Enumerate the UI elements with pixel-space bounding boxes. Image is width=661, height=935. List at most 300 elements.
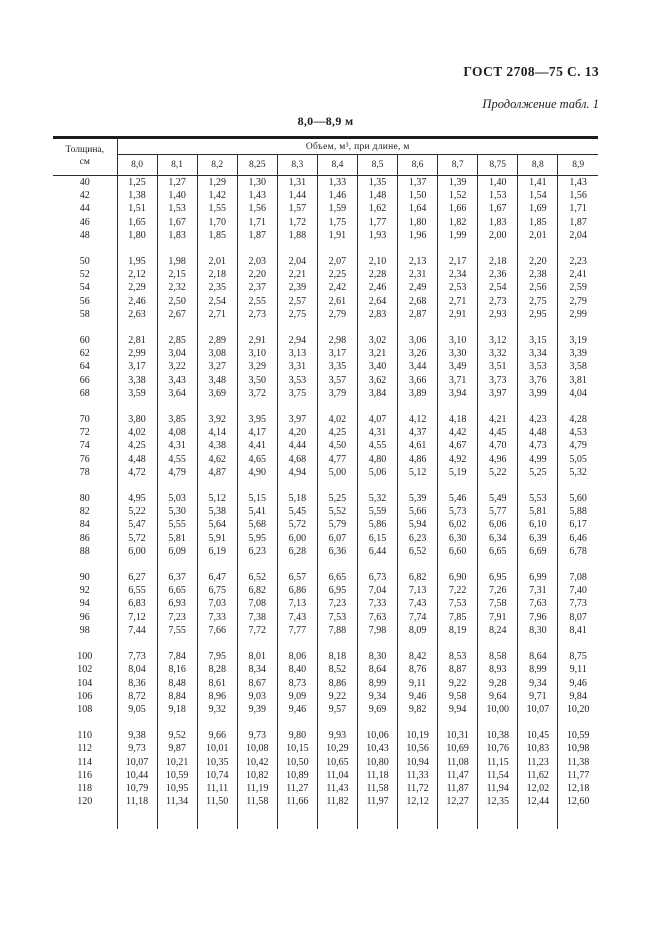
volume-cell: 3,27 [197, 360, 237, 373]
table-row [53, 492, 598, 505]
volume-cell: 3,10 [438, 334, 478, 347]
volume-cell: 5,91 [197, 532, 237, 545]
volume-cell: 5,22 [478, 466, 518, 479]
volume-cell: 12,44 [518, 795, 558, 808]
volume-cell: 11,27 [277, 782, 317, 795]
volume-cell: 7,53 [317, 611, 357, 624]
volume-cell: 4,20 [277, 426, 317, 439]
thickness-cell: 108 [77, 703, 93, 715]
volume-cell: 3,76 [518, 374, 558, 387]
table-row [53, 413, 598, 426]
spacer-cell [518, 637, 558, 650]
volume-cell: 2,75 [277, 308, 317, 321]
volume-cell: 2,93 [478, 308, 518, 321]
volume-cell: 5,53 [518, 492, 558, 505]
volume-cell: 4,53 [558, 426, 598, 439]
volume-cell: 4,23 [518, 413, 558, 426]
volume-cell: 2,79 [317, 308, 357, 321]
volume-cell: 2,67 [157, 308, 197, 321]
spacer-cell [518, 808, 558, 829]
thickness-cell: 90 [79, 572, 90, 584]
table-row [53, 229, 598, 242]
volume-cell: 7,55 [157, 624, 197, 637]
volume-cell: 6,86 [277, 584, 317, 597]
volume-cell: 2,56 [518, 281, 558, 294]
volume-cell: 5,22 [117, 505, 157, 518]
length-header-cell: 8,5 [357, 155, 397, 176]
spacer-cell [317, 558, 357, 571]
volume-cell: 9,84 [558, 690, 598, 703]
volume-cell: 7,33 [357, 597, 397, 610]
volume-cell: 5,86 [357, 518, 397, 531]
volume-cell: 1,99 [438, 229, 478, 242]
volume-cell: 9,22 [438, 677, 478, 690]
volume-cell: 4,14 [197, 426, 237, 439]
volume-cell: 8,04 [117, 663, 157, 676]
spacer-cell [197, 808, 237, 829]
volume-cell: 3,49 [438, 360, 478, 373]
volume-cell: 1,65 [117, 216, 157, 229]
volume-cell: 2,25 [317, 268, 357, 281]
group-gap-row [53, 400, 598, 413]
volume-cell: 1,44 [277, 189, 317, 202]
spacer-cell [237, 479, 277, 492]
volume-cell: 10,00 [478, 703, 518, 716]
volume-cell: 3,19 [558, 334, 598, 347]
length-header-cell: 8,3 [277, 155, 317, 176]
volume-cell: 10,83 [518, 742, 558, 755]
volume-cell: 9,46 [398, 690, 438, 703]
volume-cell: 1,77 [357, 216, 397, 229]
volume-cell: 1,40 [478, 176, 518, 190]
volume-cell: 3,39 [558, 347, 598, 360]
spacer-cell [478, 321, 518, 334]
thickness-header-line2: см [79, 157, 90, 167]
volume-cell: 5,73 [438, 505, 478, 518]
thickness-cell: 92 [79, 585, 90, 597]
spacer-cell [237, 716, 277, 729]
spacer-cell [438, 321, 478, 334]
volume-cell: 2,39 [277, 281, 317, 294]
volume-cell: 4,95 [117, 492, 157, 505]
spacer-cell [197, 242, 237, 255]
volume-cell: 6,52 [398, 545, 438, 558]
volume-cell: 11,23 [518, 756, 558, 769]
volume-cell: 7,84 [157, 650, 197, 663]
volume-cell: 1,62 [357, 202, 397, 215]
volume-cell: 10,15 [277, 742, 317, 755]
volume-cell: 12,27 [438, 795, 478, 808]
volume-cell: 6,65 [317, 571, 357, 584]
spacer-cell [197, 558, 237, 571]
volume-cell: 10,06 [357, 729, 397, 742]
volume-cell: 10,56 [398, 742, 438, 755]
volume-cell: 9,71 [518, 690, 558, 703]
volume-cell: 1,85 [518, 216, 558, 229]
table-row [53, 347, 598, 360]
thickness-cell: 40 [79, 177, 90, 188]
volume-cell: 10,44 [117, 769, 157, 782]
volume-cell: 6,09 [157, 545, 197, 558]
spacer-cell [117, 808, 157, 829]
volume-cell: 6,82 [398, 571, 438, 584]
spacer-cell [357, 321, 397, 334]
volume-cell: 1,98 [157, 255, 197, 268]
volume-cell: 8,87 [438, 663, 478, 676]
length-header-cell: 8,7 [438, 155, 478, 176]
volume-cell: 5,19 [438, 466, 478, 479]
volume-cell: 3,80 [117, 413, 157, 426]
volume-cell: 4,45 [478, 426, 518, 439]
volume-cell: 1,29 [197, 176, 237, 190]
volume-cell: 8,16 [157, 663, 197, 676]
thickness-cell: 58 [79, 308, 90, 320]
volume-cell: 2,37 [237, 281, 277, 294]
volume-cell: 8,99 [357, 677, 397, 690]
volume-cell: 2,01 [518, 229, 558, 242]
table-continuation-note: Продолжение табл. 1 [482, 97, 599, 111]
volume-cell: 6,90 [438, 571, 478, 584]
spacer-cell [558, 637, 598, 650]
spacer-cell [237, 808, 277, 829]
volume-cell: 2,20 [237, 268, 277, 281]
spacer-cell [117, 242, 157, 255]
spacer-cell [357, 558, 397, 571]
spacer-cell [398, 716, 438, 729]
thickness-header-line1: Толщина, [65, 145, 105, 156]
volume-cell: 6,00 [117, 545, 157, 558]
thickness-cell: 50 [79, 256, 90, 268]
volume-cell: 7,13 [398, 584, 438, 597]
table-row [53, 176, 598, 190]
thickness-cell: 68 [79, 387, 90, 399]
spacer-cell [117, 479, 157, 492]
gost-standard-header: ГОСТ 2708—75 С. 13 [463, 64, 599, 79]
volume-cell: 12,12 [398, 795, 438, 808]
volume-cell: 8,99 [518, 663, 558, 676]
volume-cell: 1,52 [438, 189, 478, 202]
table-row [53, 360, 598, 373]
volume-cell: 5,68 [237, 518, 277, 531]
volume-cell: 9,46 [277, 703, 317, 716]
volume-cell: 10,07 [117, 756, 157, 769]
volume-cell: 9,34 [357, 690, 397, 703]
table-body [53, 176, 598, 830]
volume-cell: 10,43 [357, 742, 397, 755]
volume-cell: 2,50 [157, 295, 197, 308]
volume-span-header: Объем, м³, при длине, м [117, 138, 598, 155]
volume-cell: 4,80 [357, 453, 397, 466]
volume-cell: 6,30 [438, 532, 478, 545]
volume-cell: 2,63 [117, 308, 157, 321]
volume-cell: 7,33 [197, 611, 237, 624]
spacer-cell [117, 321, 157, 334]
volume-cell: 9,05 [117, 703, 157, 716]
volume-cell: 10,35 [197, 756, 237, 769]
volume-cell: 8,61 [197, 677, 237, 690]
volume-cell: 12,18 [558, 782, 598, 795]
volume-cell: 4,02 [317, 413, 357, 426]
spacer-cell [478, 400, 518, 413]
table-row [53, 466, 598, 479]
volume-cell: 8,86 [317, 677, 357, 690]
volume-cell: 1,37 [398, 176, 438, 190]
spacer-cell [558, 716, 598, 729]
group-gap-row [53, 321, 598, 334]
table-row [53, 742, 598, 755]
volume-cell: 10,98 [558, 742, 598, 755]
volume-cell: 8,41 [558, 624, 598, 637]
spacer-cell [117, 716, 157, 729]
volume-cell: 4,25 [117, 439, 157, 452]
volume-cell: 5,60 [558, 492, 598, 505]
header-row-span [53, 138, 598, 155]
volume-cell: 2,61 [317, 295, 357, 308]
volume-cell: 2,04 [277, 255, 317, 268]
volume-cell: 7,66 [197, 624, 237, 637]
volume-cell: 3,15 [518, 334, 558, 347]
thickness-cell: 60 [79, 335, 90, 347]
volume-cell: 2,71 [197, 308, 237, 321]
volume-cell: 7,44 [117, 624, 157, 637]
volume-cell: 2,31 [398, 268, 438, 281]
volume-cell: 7,31 [518, 584, 558, 597]
volume-cell: 9,93 [317, 729, 357, 742]
volume-cell: 1,57 [277, 202, 317, 215]
table-row [53, 782, 598, 795]
thickness-cell: 96 [79, 611, 90, 623]
volume-cell: 6,78 [558, 545, 598, 558]
thickness-cell: 62 [79, 348, 90, 360]
volume-cell: 4,18 [438, 413, 478, 426]
volume-cell: 3,59 [117, 387, 157, 400]
volume-cell: 11,94 [478, 782, 518, 795]
volume-cell: 1,56 [237, 202, 277, 215]
volume-cell: 3,53 [277, 374, 317, 387]
thickness-cell: 56 [79, 295, 90, 307]
volume-cell: 8,19 [438, 624, 478, 637]
volume-cell: 2,03 [237, 255, 277, 268]
volume-cell: 3,02 [357, 334, 397, 347]
volume-cell: 1,82 [438, 216, 478, 229]
volume-cell: 1,41 [518, 176, 558, 190]
thickness-cell: 74 [79, 440, 90, 452]
thickness-cell: 52 [79, 269, 90, 281]
spacer-cell [157, 242, 197, 255]
volume-cell: 4,96 [478, 453, 518, 466]
spacer-cell [277, 479, 317, 492]
spacer-cell [117, 637, 157, 650]
volume-cell: 1,72 [277, 216, 317, 229]
volume-cell: 2,73 [478, 295, 518, 308]
volume-cell: 2,42 [317, 281, 357, 294]
volume-cell: 11,47 [438, 769, 478, 782]
volume-cell: 7,91 [478, 611, 518, 624]
volume-cell: 8,07 [558, 611, 598, 624]
volume-cell: 10,94 [398, 756, 438, 769]
volume-cell: 5,15 [237, 492, 277, 505]
table-row [53, 597, 598, 610]
volume-cell: 2,49 [398, 281, 438, 294]
volume-cell: 1,64 [398, 202, 438, 215]
spacer-cell [558, 400, 598, 413]
volume-cell: 5,32 [558, 466, 598, 479]
volume-cell: 9,82 [398, 703, 438, 716]
volume-cell: 4,31 [157, 439, 197, 452]
table-row [53, 650, 598, 663]
spacer-cell [237, 321, 277, 334]
volume-cell: 5,77 [478, 505, 518, 518]
volume-cell: 9,69 [357, 703, 397, 716]
table-row [53, 202, 598, 215]
volume-cell: 2,68 [398, 295, 438, 308]
volume-cell: 3,21 [357, 347, 397, 360]
volume-cell: 3,97 [277, 413, 317, 426]
spacer-cell [53, 321, 117, 334]
volume-cell: 4,90 [237, 466, 277, 479]
table-row [53, 624, 598, 637]
length-header-cell: 8,9 [558, 155, 598, 176]
table-row [53, 690, 598, 703]
volume-cell: 9,64 [478, 690, 518, 703]
volume-cell: 5,03 [157, 492, 197, 505]
thickness-cell: 102 [77, 664, 93, 676]
spacer-cell [357, 808, 397, 829]
spacer-cell [438, 400, 478, 413]
thickness-cell: 112 [77, 743, 93, 755]
spacer-cell [558, 321, 598, 334]
volume-cell: 3,85 [157, 413, 197, 426]
volume-cell: 6,02 [438, 518, 478, 531]
volume-cell: 5,38 [197, 505, 237, 518]
volume-cell: 10,80 [357, 756, 397, 769]
spacer-cell [317, 400, 357, 413]
volume-cell: 3,17 [317, 347, 357, 360]
spacer-cell [478, 558, 518, 571]
volume-cell: 6,55 [117, 584, 157, 597]
volume-cell: 2,12 [117, 268, 157, 281]
table-row [53, 677, 598, 690]
volume-cell: 9,38 [117, 729, 157, 742]
volume-cell: 4,55 [357, 439, 397, 452]
length-range-caption: 8,0—8,9 м [297, 114, 354, 128]
spacer-cell [197, 716, 237, 729]
volume-cell: 4,70 [478, 439, 518, 452]
volume-cell: 11,58 [237, 795, 277, 808]
volume-cell: 8,93 [478, 663, 518, 676]
volume-cell: 6,23 [398, 532, 438, 545]
volume-cell: 6,07 [317, 532, 357, 545]
volume-cell: 10,08 [237, 742, 277, 755]
volume-cell: 2,32 [157, 281, 197, 294]
volume-cell: 7,73 [117, 650, 157, 663]
volume-cell: 12,60 [558, 795, 598, 808]
spacer-cell [398, 479, 438, 492]
volume-cell: 11,66 [277, 795, 317, 808]
volume-cell: 4,04 [558, 387, 598, 400]
volume-cell: 5,47 [117, 518, 157, 531]
table-row [53, 571, 598, 584]
spacer-cell [53, 400, 117, 413]
volume-cell: 9,46 [558, 677, 598, 690]
volume-cell: 8,76 [398, 663, 438, 676]
volume-cell: 9,28 [478, 677, 518, 690]
spacer-cell [357, 637, 397, 650]
volume-cell: 5,06 [357, 466, 397, 479]
volume-cell: 12,35 [478, 795, 518, 808]
length-headers-row [53, 155, 598, 176]
volume-cell: 2,18 [197, 268, 237, 281]
volume-table [53, 136, 598, 829]
thickness-cell: 100 [77, 651, 93, 663]
volume-cell: 8,09 [398, 624, 438, 637]
volume-cell: 5,95 [237, 532, 277, 545]
spacer-cell [157, 558, 197, 571]
spacer-cell [478, 716, 518, 729]
volume-cell: 7,08 [237, 597, 277, 610]
spacer-cell [157, 321, 197, 334]
spacer-cell [237, 242, 277, 255]
volume-cell: 6,39 [518, 532, 558, 545]
spacer-cell [558, 808, 598, 829]
volume-cell: 4,28 [558, 413, 598, 426]
spacer-cell [277, 716, 317, 729]
thickness-cell: 48 [79, 229, 90, 241]
volume-cell: 9,87 [157, 742, 197, 755]
volume-cell: 4,79 [558, 439, 598, 452]
table-row [53, 308, 598, 321]
thickness-cell: 54 [79, 282, 90, 294]
length-header-cell: 8,6 [398, 155, 438, 176]
spacer-cell [317, 716, 357, 729]
volume-cell: 6,73 [357, 571, 397, 584]
volume-cell: 6,52 [237, 571, 277, 584]
volume-cell: 6,95 [317, 584, 357, 597]
volume-cell: 2,79 [558, 295, 598, 308]
volume-cell: 1,25 [117, 176, 157, 190]
spacer-cell [478, 637, 518, 650]
volume-cell: 2,59 [558, 281, 598, 294]
volume-cell: 2,29 [117, 281, 157, 294]
volume-cell: 2,13 [398, 255, 438, 268]
spacer-cell [53, 242, 117, 255]
spacer-cell [478, 242, 518, 255]
volume-cell: 6,75 [197, 584, 237, 597]
volume-cell: 5,05 [558, 453, 598, 466]
volume-cell: 8,34 [237, 663, 277, 676]
volume-cell: 8,24 [478, 624, 518, 637]
volume-cell: 5,72 [117, 532, 157, 545]
table-row [53, 281, 598, 294]
group-gap-row [53, 637, 598, 650]
spacer-cell [438, 808, 478, 829]
volume-cell: 4,77 [317, 453, 357, 466]
spacer-cell [117, 400, 157, 413]
volume-cell: 2,75 [518, 295, 558, 308]
spacer-cell [53, 808, 117, 829]
spacer-cell [438, 716, 478, 729]
volume-cell: 2,89 [197, 334, 237, 347]
volume-cell: 9,18 [157, 703, 197, 716]
spacer-cell [398, 808, 438, 829]
volume-cell: 5,49 [478, 492, 518, 505]
volume-cell: 11,82 [317, 795, 357, 808]
volume-cell: 5,00 [317, 466, 357, 479]
volume-cell: 2,99 [558, 308, 598, 321]
volume-cell: 11,11 [197, 782, 237, 795]
volume-cell: 1,46 [317, 189, 357, 202]
volume-cell: 2,53 [438, 281, 478, 294]
